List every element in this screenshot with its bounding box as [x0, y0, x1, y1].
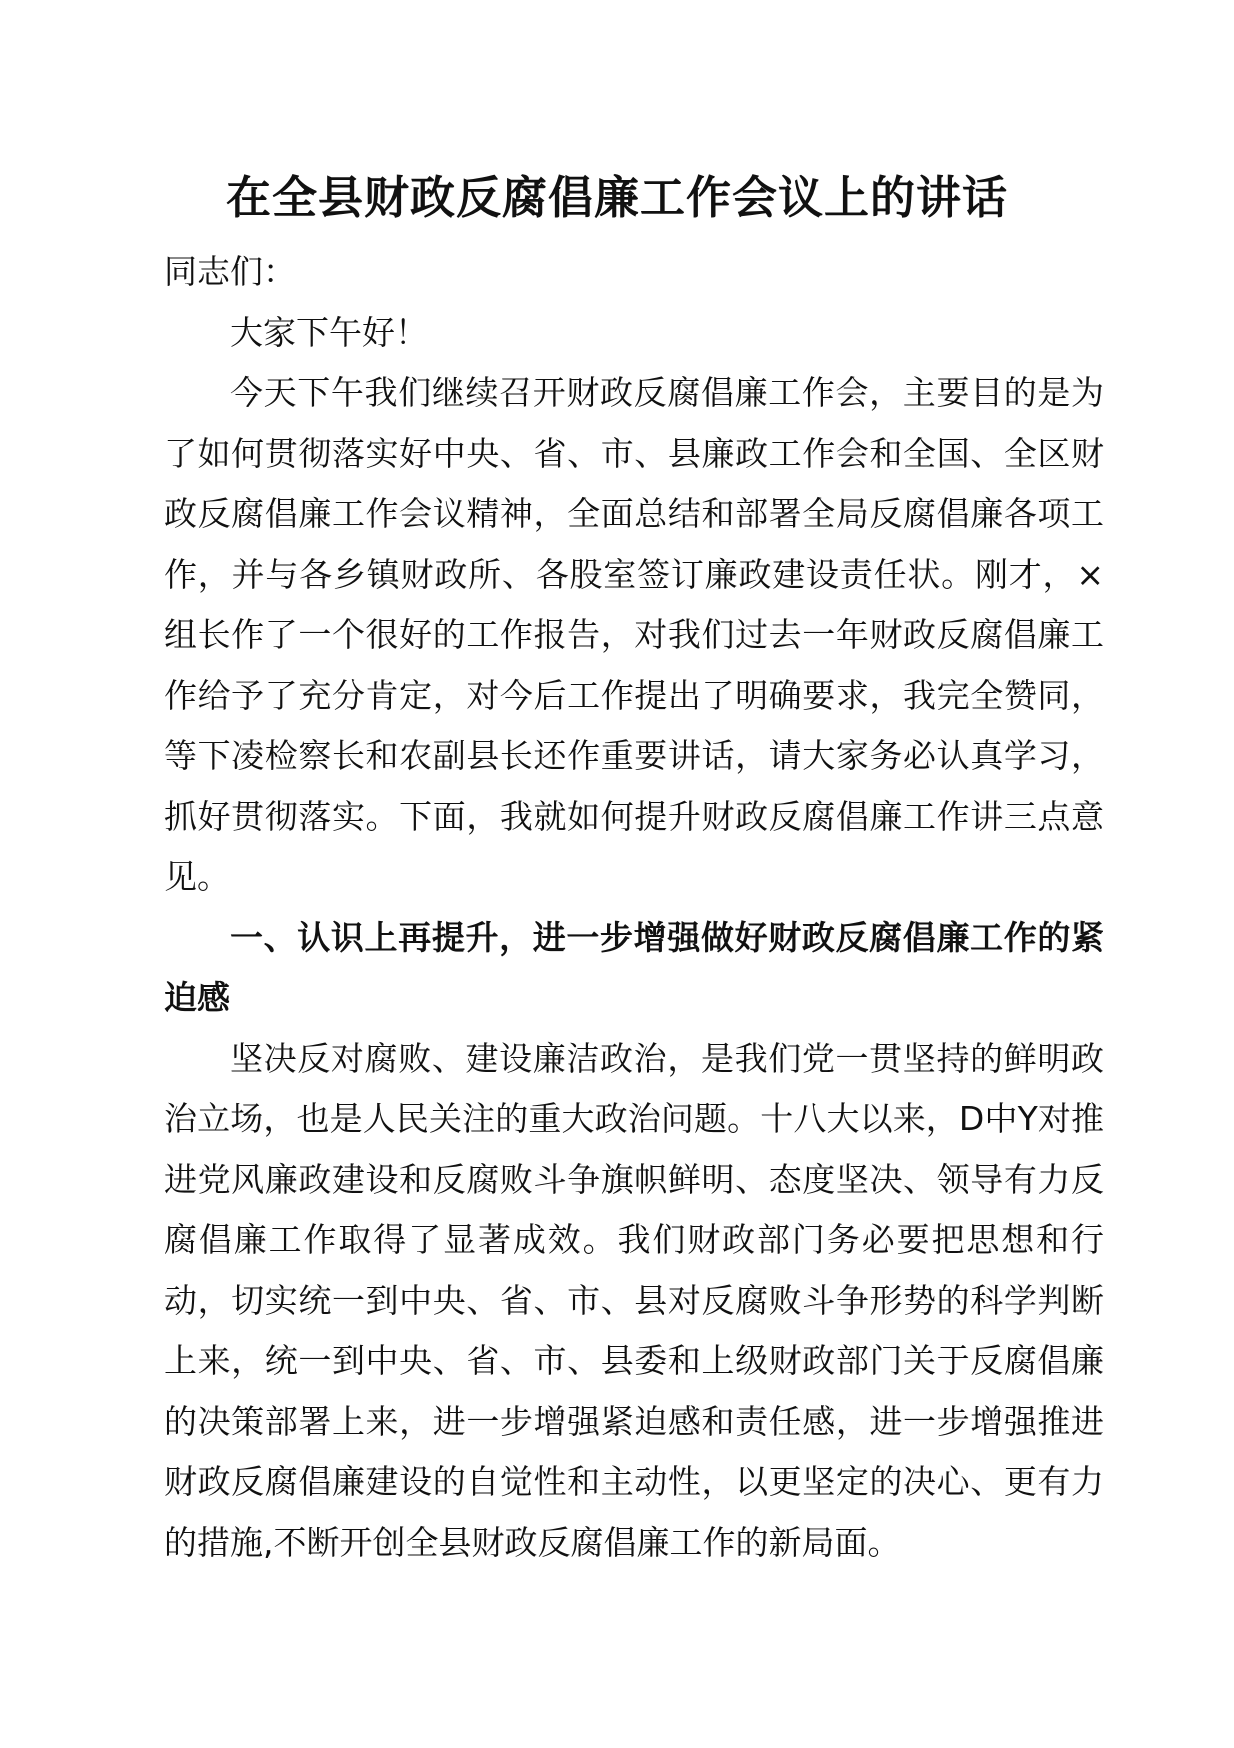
paragraph-intro: 今天下午我们继续召开财政反腐倡廉工作会，主要目的是为了如何贯彻落实好中央、省、市、县廉政工作会和全国、全区财政反腐倡廉工作会议精神，全面总结和部署全局反腐倡廉各项工作，并与各乡镇财政所、各股室签订廉政建设责任状。刚才，×组长作了一个很好的工作报告，对我们过去一年财政反腐倡廉工作给予了充分肯定，对今后工作提出了明确要求，我完全赞同，等下凌检察长和农副县长还作重要讲话，请大家务必认真学习，抓好贯彻落实。下面，我就如何提升财政反腐倡廉工作讲三点意见。 — [164, 373, 1104, 896]
salutation: 同志们： — [164, 252, 296, 291]
paragraph-section-1: 坚决反对腐败、建设廉洁政治，是我们党一贯坚持的鲜明政治立场，也是人民关注的重大政治问题。十八大以来，D中Y对推进党风廉政建设和反腐败斗争旗帜鲜明、态度坚决、领导有力反腐倡廉工作取得了显著成效。我们财政部门务必要把思想和行动，切实统一到中央、省、市、县对反腐败斗争形势的科学判断上来，统一到中央、省、市、县委和上级财政部门关于反腐倡廉的决策部署上来，进一步增强紧迫感和责任感，进一步增强推进财政反腐倡廉建设的自觉性和主动性，以更坚定的决心、更有力的措施,不断开创全县财政反腐倡廉工作的新局面。 — [164, 1038, 1104, 1562]
section-heading-1: 一、认识上再提升，进一步增强做好财政反腐倡廉工作的紧迫感 — [164, 917, 1104, 1017]
greeting: 大家下午好！ — [230, 312, 428, 352]
document-title: 在全县财政反腐倡廉工作会议上的讲话 — [225, 171, 1008, 224]
document-body — [164, 242, 1104, 1573]
